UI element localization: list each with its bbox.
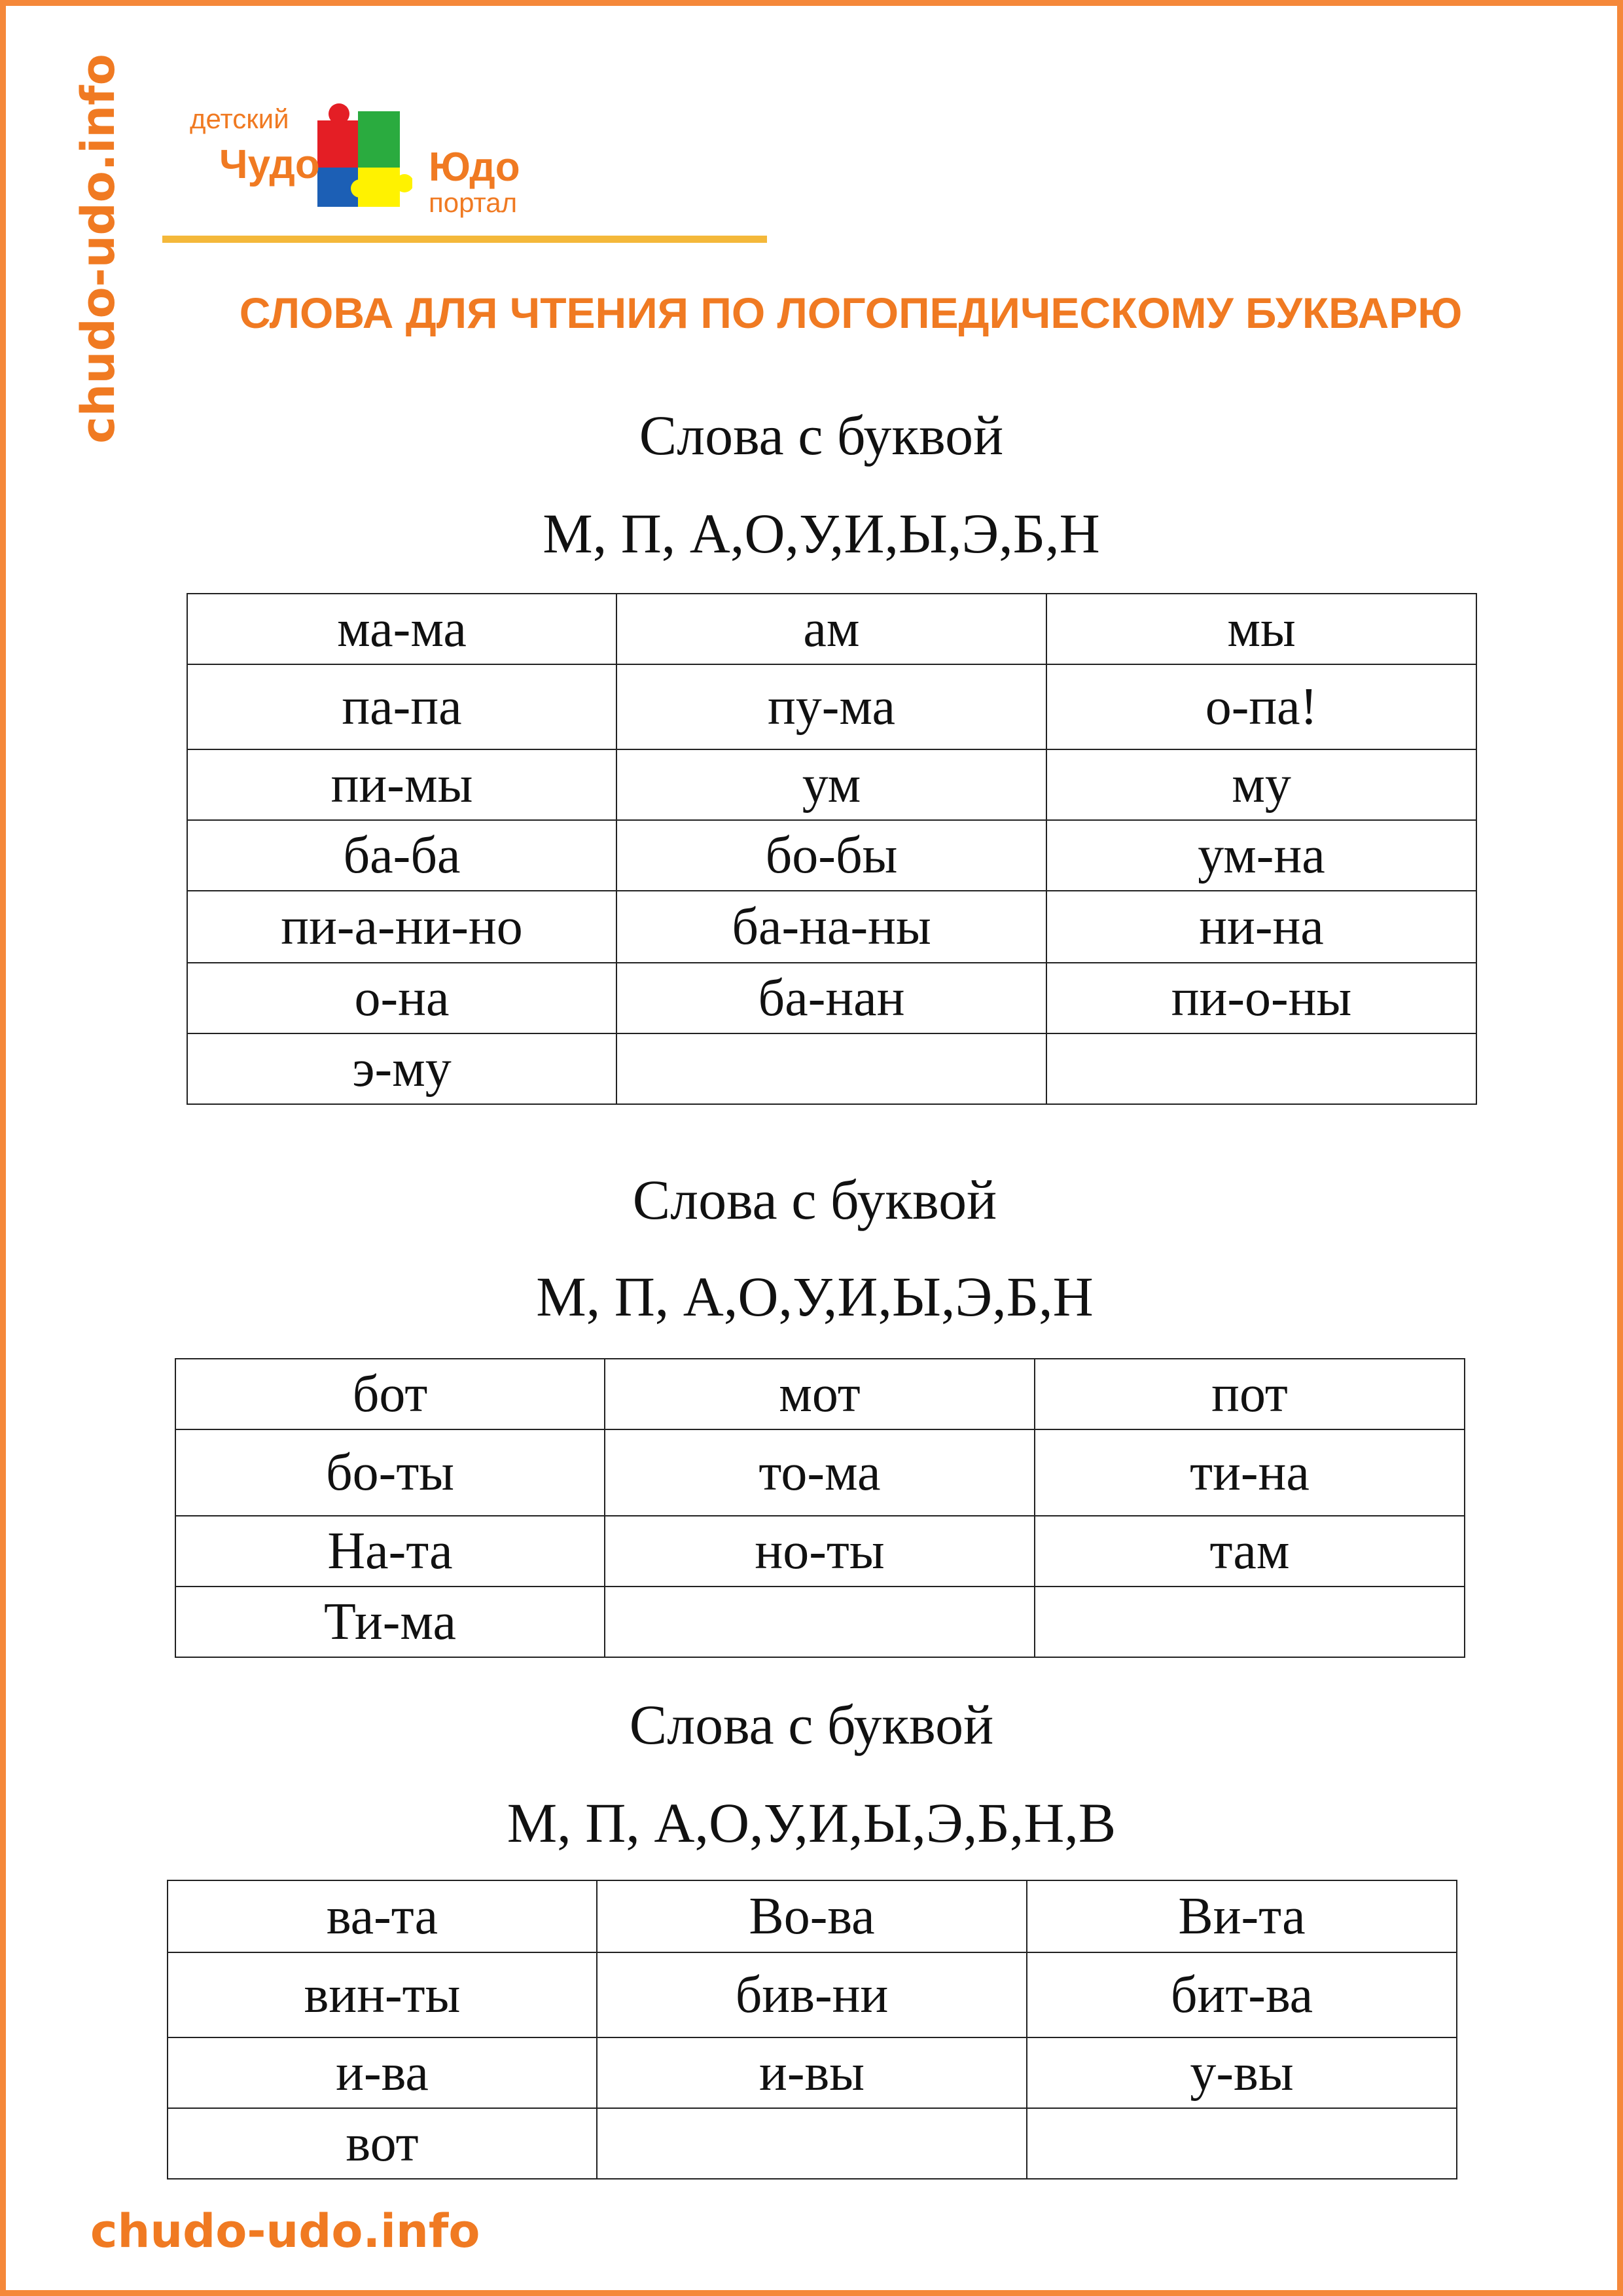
word-cell: Ти-ма bbox=[175, 1587, 605, 1657]
logo-text-left: Чудо bbox=[219, 142, 320, 187]
section-3-letters: М, П, А,О,У,И,Ы,Э,Б,Н,В bbox=[507, 1791, 1116, 1854]
logo[interactable] bbox=[183, 92, 576, 236]
word-cell: о-на bbox=[187, 963, 616, 1033]
table-row bbox=[168, 1952, 1457, 2037]
word-cell: пи-мы bbox=[187, 749, 616, 820]
table-row bbox=[187, 749, 1476, 820]
section-2-letters: М, П, А,О,У,И,Ы,Э,Б,Н bbox=[536, 1265, 1094, 1328]
table-row bbox=[168, 1880, 1457, 1952]
word-cell: пи-а-ни-но bbox=[187, 891, 616, 963]
logo-text-top: детский bbox=[190, 103, 289, 134]
table-row bbox=[187, 664, 1476, 749]
word-cell: бив-ни bbox=[597, 1952, 1027, 2037]
table-row bbox=[175, 1359, 1465, 1429]
word-cell: ум bbox=[616, 749, 1046, 820]
word-cell: пи-о-ны bbox=[1046, 963, 1476, 1033]
word-cell: ба-нан bbox=[616, 963, 1046, 1033]
word-cell: бит-ва bbox=[1027, 1952, 1457, 2037]
word-cell: На-та bbox=[175, 1516, 605, 1587]
word-cell: там bbox=[1035, 1516, 1465, 1587]
word-cell: вин-ты bbox=[168, 1952, 597, 2037]
word-cell: и-ва bbox=[168, 2037, 597, 2108]
word-cell: и-вы bbox=[597, 2037, 1027, 2108]
section-3-table bbox=[167, 1880, 1457, 2179]
word-cell: у-вы bbox=[1027, 2037, 1457, 2108]
logo-underline bbox=[162, 236, 767, 243]
table-row bbox=[168, 2037, 1457, 2108]
section-3-heading: Слова с буквой bbox=[629, 1693, 994, 1756]
word-cell: мот bbox=[605, 1359, 1035, 1429]
table-row bbox=[187, 891, 1476, 963]
table-row bbox=[187, 1033, 1476, 1104]
word-cell: Во-ва bbox=[597, 1880, 1027, 1952]
word-cell: но-ты bbox=[605, 1516, 1035, 1587]
word-cell: па-па bbox=[187, 664, 616, 749]
logo-text-right: Юдо bbox=[429, 145, 520, 190]
word-cell: ам bbox=[616, 594, 1046, 664]
word-cell: му bbox=[1046, 749, 1476, 820]
word-cell: ни-на bbox=[1046, 891, 1476, 963]
word-cell: пот bbox=[1035, 1359, 1465, 1429]
section-2-heading: Слова с буквой bbox=[632, 1168, 997, 1231]
table-row bbox=[168, 2108, 1457, 2179]
logo-text-bottom: портал bbox=[429, 187, 518, 218]
word-cell bbox=[1035, 1587, 1465, 1657]
word-cell: бот bbox=[175, 1359, 605, 1429]
word-cell: Ви-та bbox=[1027, 1880, 1457, 1952]
word-cell bbox=[597, 2108, 1027, 2179]
word-cell bbox=[1046, 1033, 1476, 1104]
main-title: СЛОВА ДЛЯ ЧТЕНИЯ ПО ЛОГОПЕДИЧЕСКОМУ БУКВАРЮ bbox=[239, 289, 1463, 337]
word-cell: ум-на bbox=[1046, 820, 1476, 891]
word-cell: то-ма bbox=[605, 1429, 1035, 1516]
table-row bbox=[175, 1516, 1465, 1587]
section-1-table bbox=[187, 593, 1477, 1105]
word-cell: бо-бы bbox=[616, 820, 1046, 891]
word-cell: ва-та bbox=[168, 1880, 597, 1952]
word-cell bbox=[605, 1587, 1035, 1657]
table-row bbox=[187, 594, 1476, 664]
word-cell: ба-на-ны bbox=[616, 891, 1046, 963]
section-1-letters: М, П, А,О,У,И,Ы,Э,Б,Н bbox=[543, 502, 1100, 565]
word-cell: ба-ба bbox=[187, 820, 616, 891]
word-cell: пу-ма bbox=[616, 664, 1046, 749]
side-url[interactable]: chudo-udo.info bbox=[71, 54, 125, 444]
section-1-heading: Слова с буквой bbox=[639, 404, 1004, 467]
word-cell: бо-ты bbox=[175, 1429, 605, 1516]
table-row bbox=[175, 1587, 1465, 1657]
table-row bbox=[187, 963, 1476, 1033]
table-row bbox=[175, 1429, 1465, 1516]
word-cell: мы bbox=[1046, 594, 1476, 664]
word-cell bbox=[616, 1033, 1046, 1104]
section-2-table bbox=[175, 1358, 1465, 1658]
word-cell: ма-ма bbox=[187, 594, 616, 664]
word-cell: о-па! bbox=[1046, 664, 1476, 749]
word-cell: вот bbox=[168, 2108, 597, 2179]
word-cell: э-му bbox=[187, 1033, 616, 1104]
table-row bbox=[187, 820, 1476, 891]
bottom-url[interactable]: chudo-udo.info bbox=[90, 2204, 480, 2258]
word-cell bbox=[1027, 2108, 1457, 2179]
puzzle-icon bbox=[314, 99, 412, 217]
word-cell: ти-на bbox=[1035, 1429, 1465, 1516]
